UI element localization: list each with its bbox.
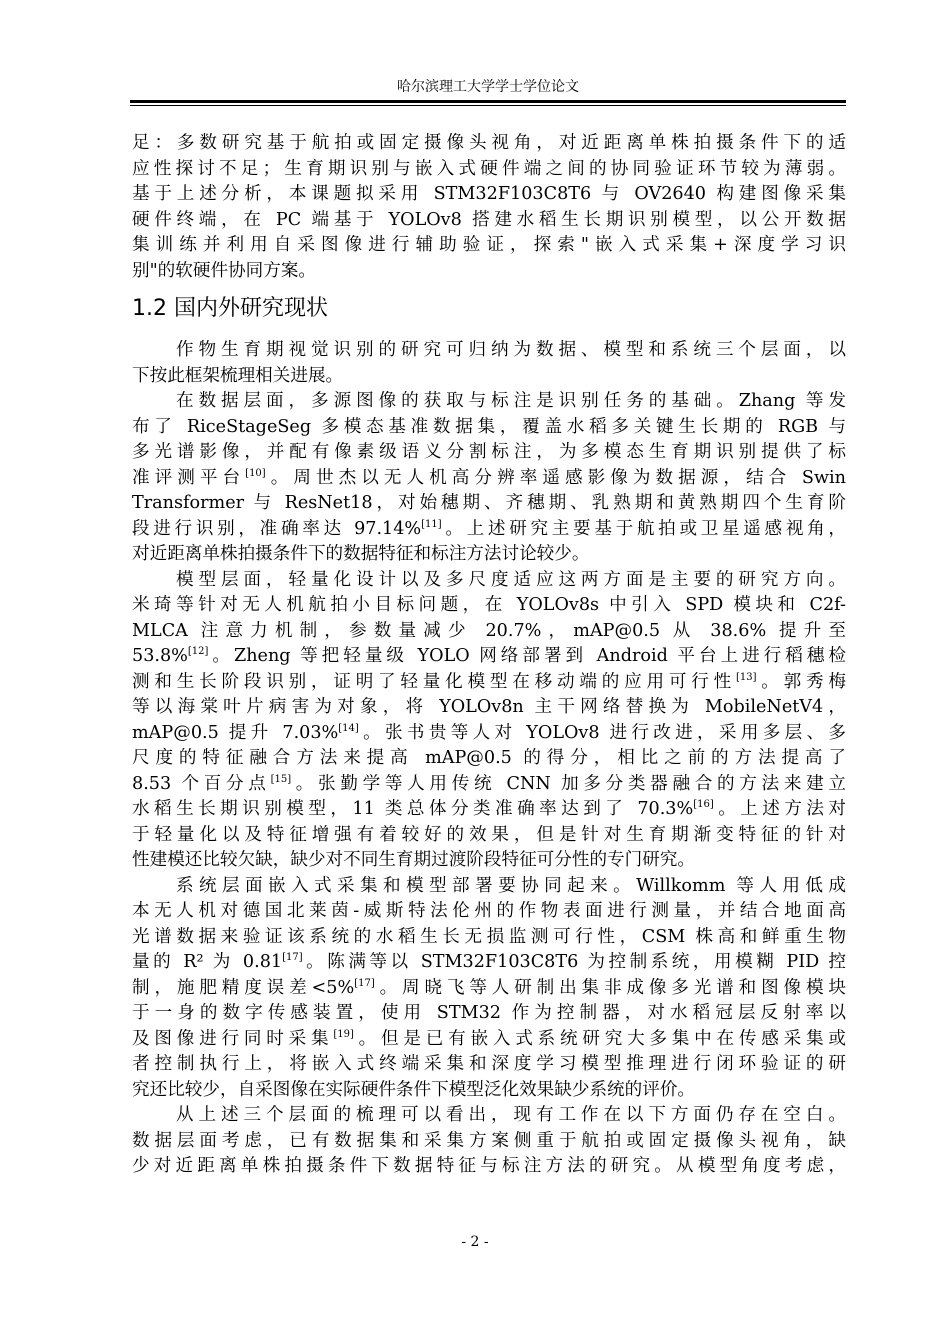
text-line: 基于上述分析，本课题拟采用 STM32F103C8T6 与 OV2640 构建图像采集 — [132, 184, 846, 204]
text-line: 在数据层面，多源图像的获取与标注是识别任务的基础。Zhang 等发 — [176, 391, 846, 411]
text-segment: 8.53 个百分点 — [132, 773, 271, 794]
text-line: 应性探讨不足；生育期识别与嵌入式硬件端之间的协同验证环节较为薄弱。 — [132, 158, 846, 179]
text-line: 集训练并利用自采图像进行辅助验证，探索"嵌入式采集+深度学习识 — [132, 235, 846, 255]
text-segment: 。张勤学等人用传统 CNN 加多分类器融合的方法来建立 — [291, 773, 846, 794]
text-line — [132, 976, 846, 1002]
paragraph-model-level — [132, 568, 846, 874]
text-line — [132, 670, 846, 696]
text-segment: 准评测平台 — [132, 467, 246, 488]
text-line: 模型层面，轻量化设计以及多尺度适应这两方面是主要的研究方向。 — [176, 569, 846, 590]
text-segment: 。郭秀梅 — [756, 671, 846, 692]
header-rule — [130, 100, 846, 106]
text-line: MLCA 注意力机制，参数量减少 20.7%，mAP@0.5 从 38.6% 提升至 — [132, 620, 846, 641]
text-line: 等以海棠叶片病害为对象，将 YOLOv8n 主干网络替换为 MobileNetV4， — [132, 697, 846, 717]
text-line: 对近距离单株拍摄条件下的数据特征和标注方法讨论较少。 — [132, 544, 590, 564]
paragraph-summary — [132, 1103, 846, 1180]
intro-paragraph — [132, 131, 846, 284]
text-line: 本无人机对德国北莱茵-威斯特法伦州的作物表面进行测量，并结合地面高 — [132, 901, 846, 921]
text-segment: 。周晓飞等人研制出集非成像多光谱和图像模块 — [374, 977, 846, 998]
text-line: 足：多数研究基于航拍或固定摄像头视角，对近距离单株拍摄条件下的适 — [132, 133, 846, 153]
text-line: 性建模还比较欠缺，缺少对不同生育期过渡阶段特征可分性的专门研究。 — [132, 850, 696, 870]
text-segment: 。Zheng 等把轻量级 YOLO 网络部署到 Android 平台上进行稻穗检 — [208, 646, 846, 666]
text-segment: 量的 R² 为 0.81 — [132, 952, 283, 972]
text-line: 作物生育期视觉识别的研究可归纳为数据、模型和系统三个层面，以 — [176, 340, 846, 360]
text-line: 究还比较少，自采图像在实际硬件条件下模型泛化效果缺少系统的评价。 — [132, 1079, 696, 1100]
citation: [10] — [245, 467, 266, 479]
text-line: 者控制执行上，将嵌入式终端采集和深度学习模型推理进行闭环验证的研 — [132, 1054, 846, 1074]
text-segment: 。但是已有嵌入式系统研究大多集中在传感采集或 — [353, 1028, 846, 1049]
paragraph-data-level — [132, 389, 846, 568]
text-line — [132, 772, 846, 798]
text-line: 少对近距离单株拍摄条件下数据特征与标注方法的研究。从模型角度考虑， — [132, 1156, 846, 1176]
text-segment: 测和生长阶段识别，证明了轻量化模型在移动端的应用可行性 — [132, 671, 736, 692]
text-line: 从上述三个层面的梳理可以看出，现有工作在以下方面仍存在空白。 — [176, 1105, 846, 1125]
text-segment: 。上述研究主要基于航拍或卫星遥感视角， — [441, 518, 846, 539]
text-line: Transformer 与 ResNet18，对始穗期、齐穗期、乳熟期和黄熟期四个生育阶 — [132, 493, 846, 513]
text-line: 尺度的特征融合方法来提高 mAP@0.5 的得分，相比之前的方法提高了 — [132, 748, 846, 768]
text-segment: 53.8% — [132, 646, 188, 666]
citation: [19] — [333, 1028, 354, 1040]
citation: [15] — [270, 773, 292, 785]
text-segment: 。周世杰以无人机高分辨率遥感影像为数据源，结合 Swin — [265, 467, 846, 488]
text-line — [132, 721, 846, 747]
text-segment: 。陈满等以 STM32F103C8T6 为控制系统，用模糊 PID 控 — [302, 952, 846, 972]
citation: [17] — [354, 977, 375, 989]
text-line: 米琦等针对无人机航拍小目标问题，在 YOLOv8s 中引入 SPD 模块和 C2f- — [132, 595, 846, 615]
text-line: 别"的软硬件协同方案。 — [132, 260, 317, 281]
text-line — [132, 517, 846, 543]
text-segment: 及图像进行同时采集 — [132, 1028, 334, 1049]
text-line: 系统层面嵌入式采集和模型部署要协同起来。Willkomm 等人用低成 — [176, 875, 846, 896]
citation: [12] — [187, 646, 209, 658]
text-segment: 段进行识别，准确率达 97.14% — [132, 518, 422, 539]
text-line — [132, 797, 846, 823]
text-line — [132, 644, 846, 670]
citation: [17] — [282, 952, 303, 964]
text-line — [132, 950, 846, 976]
text-line: 布了 RiceStageSeg 多模态基准数据集，覆盖水稻多关键生长期的 RGB 与 — [132, 416, 846, 437]
text-line: 下按此框架梳理相关进展。 — [132, 365, 344, 386]
text-segment: 水稻生长期识别模型，11 类总体分类准确率达到了 70.3% — [132, 799, 694, 819]
text-line: 硬件终端，在 PC 端基于 YOLOv8 搭建水稻生长期识别模型，以公开数据 — [132, 209, 846, 230]
paragraph-overview — [132, 338, 846, 389]
text-line: 多光谱影像，并配有像素级语义分割标注，为多模态生育期识别提供了标 — [132, 442, 846, 462]
text-line: 光谱数据来验证该系统的水稻生长无损监测可行性，CSM 株高和鲜重生物 — [132, 926, 846, 947]
text-segment: 。上述方法对 — [713, 799, 846, 819]
citation: [11] — [421, 518, 442, 530]
text-line: 数据层面考虑，已有数据集和采集方案侧重于航拍或固定摄像头视角，缺 — [132, 1130, 846, 1151]
citation: [14] — [338, 722, 359, 734]
text-line — [132, 466, 846, 492]
page-number: - 2 - — [461, 1234, 489, 1250]
paragraph-system-level — [132, 874, 846, 1104]
text-line — [132, 1027, 846, 1053]
citation: [16] — [693, 799, 714, 811]
text-segment: 制，施肥精度误差<5% — [132, 977, 355, 998]
running-header: 哈尔滨理工大学学士学位论文 — [397, 79, 579, 95]
citation: [13] — [735, 671, 757, 683]
text-line: 于一身的数字传感装置，使用 STM32 作为控制器，对水稻冠层反射率以 — [132, 1003, 846, 1023]
text-segment: mAP@0.5 提升 7.03% — [132, 722, 339, 743]
text-line: 于轻量化以及特征增强有着较好的效果，但是针对生育期渐变特征的针对 — [132, 824, 846, 845]
body-text — [132, 131, 846, 1180]
section-heading: 1.2 国内外研究现状 — [132, 296, 328, 321]
text-segment: 。张书贵等人对 YOLOv8 进行改进，采用多层、多 — [358, 722, 846, 743]
